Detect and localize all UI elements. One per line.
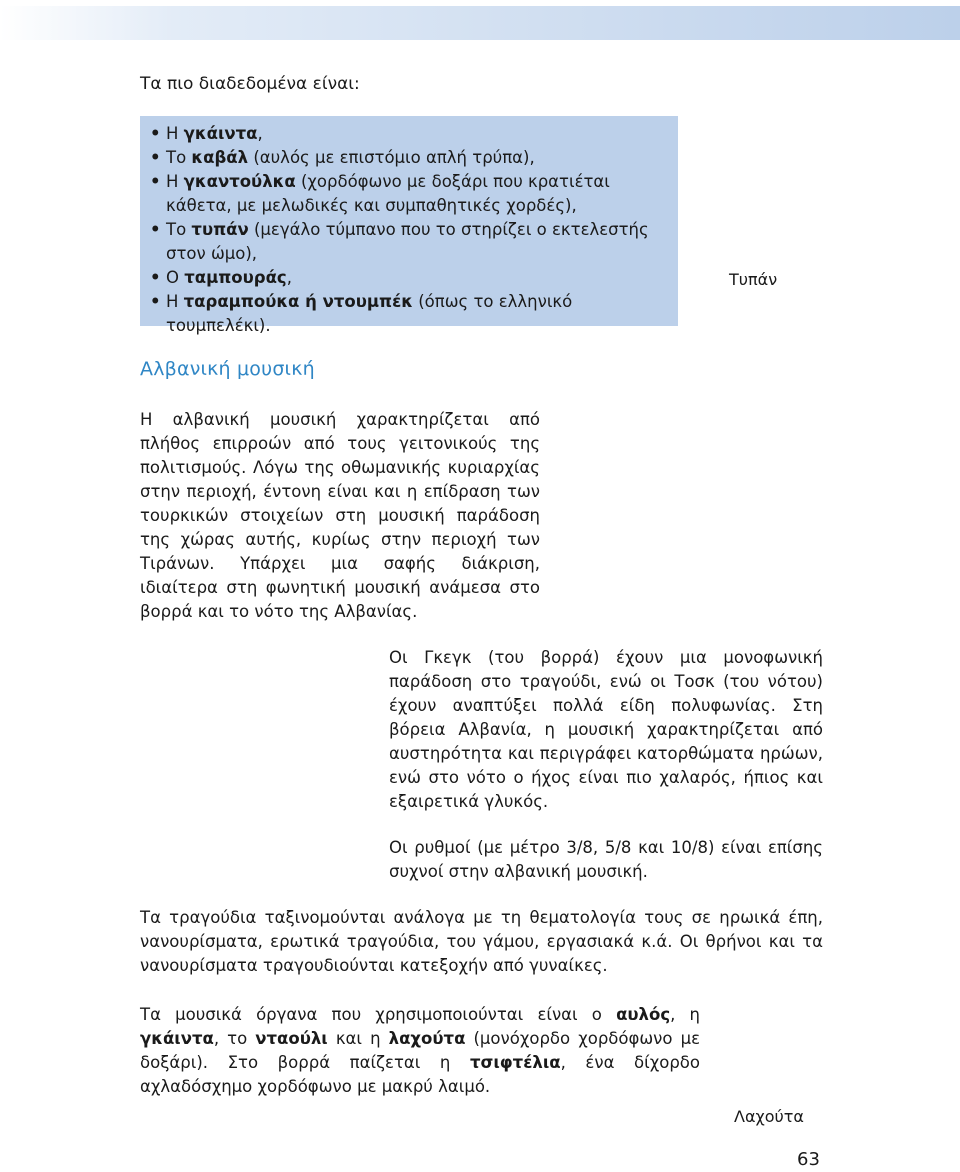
list-item: • Η ταραμπούκα ή ντουμπέκ (όπως το ελληνικό τουμπελέκι). (150, 292, 573, 335)
intro-text: Τα πιο διαδεδομένα είναι: (140, 74, 360, 94)
list-item: • Η γκάιντα, (166, 122, 678, 146)
bullet-icon: • (150, 124, 161, 143)
paragraph-gheg-tosk: Οι Γκεγκ (του βορρά) έχουν μια μονοφωνική παράδοση στο τραγούδι, ενώ οι Τοσκ (του νότου) έχουν αναπτύξει πολλά είδη πολυφωνίας. Στη βόρεια Αλβανία, η μουσική χαρακτηρίζεται από αυστηρότητα και περιγράφει κατορθώματα ηρώων, ενώ στο νότο ο ήχος είναι πιο χαλαρός, ήπιος και εξαιρετικά γλυκός. (389, 648, 823, 811)
bullet-icon: • (150, 220, 161, 239)
page-number: 63 (797, 1149, 820, 1170)
paragraph-instruments: Τα μουσικά όργανα που χρησιμοποιούνται είναι ο αυλός, η γκάιντα, το νταούλι και η λαχούτα (μονόχορδο χορδόφωνο με δοξάρι). Στο βορρά παίζεται η τσιφτέλια, ένα δίχορδο αχλαδόσχημο χορδόφωνο με μακρύ λαιμό. (140, 1005, 700, 1096)
paragraph-songs: Τα τραγούδια ταξινομούνται ανάλογα με τη θεματολογία τους σε ηρωικά έπη, νανουρίσματα, ερωτικά τραγούδια, του γάμου, εργασιακά κ.ά. Οι θρήνοι και τα νανουρίσματα τραγουδιούνται κατεξοχήν από γυναίκες. (140, 908, 823, 975)
list-item: • Ο ταμπουράς, (166, 266, 678, 290)
bullet-icon: • (150, 148, 161, 167)
caption-laxouta: Λαχούτα (734, 1107, 804, 1126)
caption-typan: Τυπάν (729, 270, 778, 289)
instrument-list-box (140, 116, 678, 335)
paragraph-albanian-intro: Η αλβανική μουσική χαρακτηρίζεται από πλήθος επιρροών από τους γειτονικούς της πολιτισμούς. Λόγω της οθωμανικής κυριαρχίας στην περιοχή, έντονη είναι και η επίδραση των τουρκικών στοιχείων στη μουσική παράδοση της χώρας αυτής, κυρίως στην περιοχή των Τιράνων. Υπάρχει μια σαφής διάκριση, ιδιαίτερα στη φωνητική μουσική ανάμεσα στο βορρά και το νότο της Αλβανίας. (140, 410, 540, 621)
bullet-icon: • (150, 172, 161, 191)
list-item: • Η γκαντούλκα (χορδόφωνο με δοξάρι που κρατιέται κάθετα, με μελωδικές και συμπαθητικές χορδές), (150, 172, 610, 215)
list-item: • Το τυπάν (μεγάλο τύμπανο που το στηρίζει ο εκτελεστής στον ώμο), (150, 220, 649, 263)
list-item: • Το καβάλ (αυλός με επιστόμιο απλή τρύπα), (166, 146, 678, 170)
header-band (0, 6, 960, 40)
bullet-icon: • (150, 292, 161, 311)
section-title: Αλβανική μουσική (140, 358, 315, 380)
instrument-list (150, 122, 678, 338)
bullet-icon: • (150, 268, 161, 287)
paragraph-rhythms: Οι ρυθμοί (με μέτρο 3/8, 5/8 και 10/8) είναι επίσης συχνοί στην αλβανική μουσική. (389, 838, 823, 881)
